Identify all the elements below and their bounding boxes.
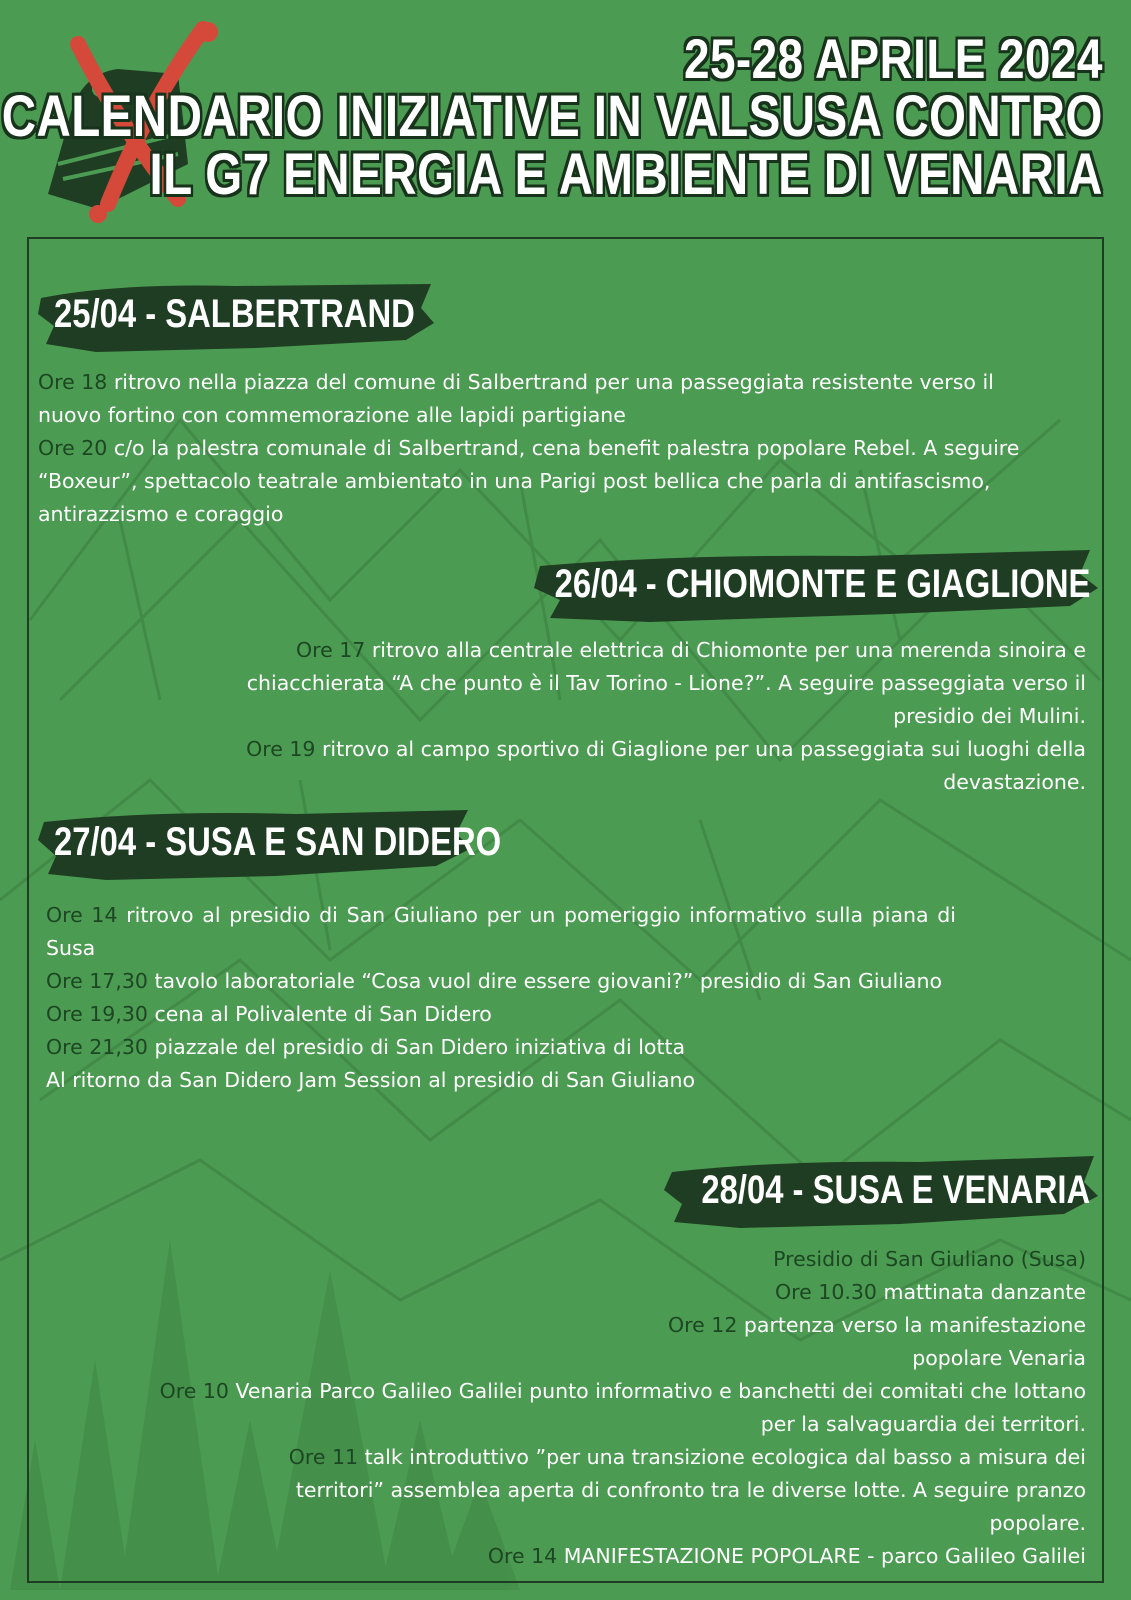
day-title: 25/04 - SALBERTRAND (54, 292, 415, 336)
day-events-26-04 (170, 634, 1086, 799)
event-time: Ore 14 (46, 903, 118, 927)
event-text: piazzale del presidio di San Didero iniziativa di lotta (147, 1035, 686, 1059)
event-text: tavolo laboratoriale “Cosa vuol dire essere giovani?” presidio di San Giuliano (147, 969, 943, 993)
event-text: ritrovo al campo sportivo di Giaglione per una passeggiata sui luoghi della devastazione. (315, 737, 1086, 794)
event-item (46, 998, 956, 1031)
event-item (140, 1309, 1086, 1375)
event-item (140, 1276, 1086, 1309)
day-title: 27/04 - SUSA E SAN DIDERO (54, 820, 502, 864)
event-text: MANIFESTAZIONE POPOLARE - parco Galileo Galilei (557, 1544, 1086, 1568)
day-header-25-04 (36, 278, 436, 354)
event-time: Ore 19 (246, 737, 316, 761)
event-text: mattinata danzante (876, 1280, 1086, 1304)
event-time: Ore 10 (159, 1379, 229, 1403)
calendar-subtitle: IL G7 ENERGIA E AMBIENTE DI VENARIA (149, 142, 1103, 207)
event-text: ritrovo nella piazza del comune di Salbertrand per una passeggiata resistente verso il nuovo fortino con commemorazione alle lapidi partigiane (38, 370, 994, 427)
event-text: Venaria Parco Galileo Galilei punto informativo e banchetti dei comitati che lottano per la salvaguardia dei territori. (228, 1379, 1086, 1436)
event-time: Ore 11 (288, 1445, 359, 1469)
event-time: Ore 17 (295, 638, 366, 662)
event-item (170, 733, 1086, 799)
event-time: Ore 20 (38, 436, 108, 460)
day-title: 26/04 - CHIOMONTE E GIAGLIONE (554, 562, 1090, 606)
event-item (46, 1031, 956, 1064)
event-text: partenza verso la manifestazione popolare Venaria (737, 1313, 1086, 1370)
day-events-25-04 (38, 366, 1048, 531)
day-header-28-04 (660, 1154, 1100, 1230)
day-header-27-04 (36, 806, 502, 882)
event-text: ritrovo al presidio di San Giuliano per un pomeriggio informativo sulla piana di Susa (46, 903, 956, 960)
event-text: ritrovo alla centrale elettrica di Chiomonte per una merenda sinoira e chiacchierata “A che punto è il Tav Torino - Lione?”. A seguire passeggiata verso il presidio dei Mulini. (246, 638, 1086, 728)
event-text: Presidio di San Giuliano (Susa) (773, 1247, 1086, 1271)
event-text: Al ritorno da San Didero Jam Session al presidio di San Giuliano (46, 1068, 696, 1092)
event-item (140, 1375, 1086, 1441)
day-events-27-04 (46, 899, 956, 1097)
event-item (46, 899, 956, 965)
event-time: Ore 21,30 (46, 1035, 148, 1059)
day-header-26-04 (530, 548, 1100, 624)
event-time: Ore 18 (38, 370, 108, 394)
event-text: talk introduttivo ”per una transizione ecologica dal basso a misura dei territori” assemblea aperta di confronto tra le diverse lotte. A seguire pranzo popolare. (295, 1445, 1086, 1535)
event-time: Ore 10.30 (775, 1280, 877, 1304)
event-time: Ore 14 (487, 1544, 558, 1568)
day-events-28-04 (140, 1243, 1086, 1573)
event-item (38, 366, 1048, 432)
event-text: c/o la palestra comunale di Salbertrand, cena benefit palestra popolare Rebel. A seguire “Boxeur”, spettacolo teatrale ambientato in una Parigi post bellica che parla di antifascismo, antirazzismo e coraggio (38, 436, 1020, 526)
event-item (140, 1441, 1086, 1540)
event-item (46, 965, 956, 998)
date-range-title: 25-28 APRILE 2024 (684, 27, 1103, 90)
event-item (38, 432, 1048, 531)
event-item (170, 634, 1086, 733)
event-text: cena al Polivalente di San Didero (147, 1002, 492, 1026)
event-item (46, 1064, 956, 1097)
event-time: Ore 17,30 (46, 969, 148, 993)
event-item (140, 1243, 1086, 1276)
event-time: Ore 19,30 (46, 1002, 148, 1026)
day-title: 28/04 - SUSA E VENARIA (701, 1168, 1090, 1212)
event-time: Ore 12 (668, 1313, 738, 1337)
calendar-title: CALENDARIO INIZIATIVE IN VALSUSA CONTRO (1, 84, 1103, 149)
event-item (140, 1540, 1086, 1573)
poster-header (0, 27, 1103, 207)
